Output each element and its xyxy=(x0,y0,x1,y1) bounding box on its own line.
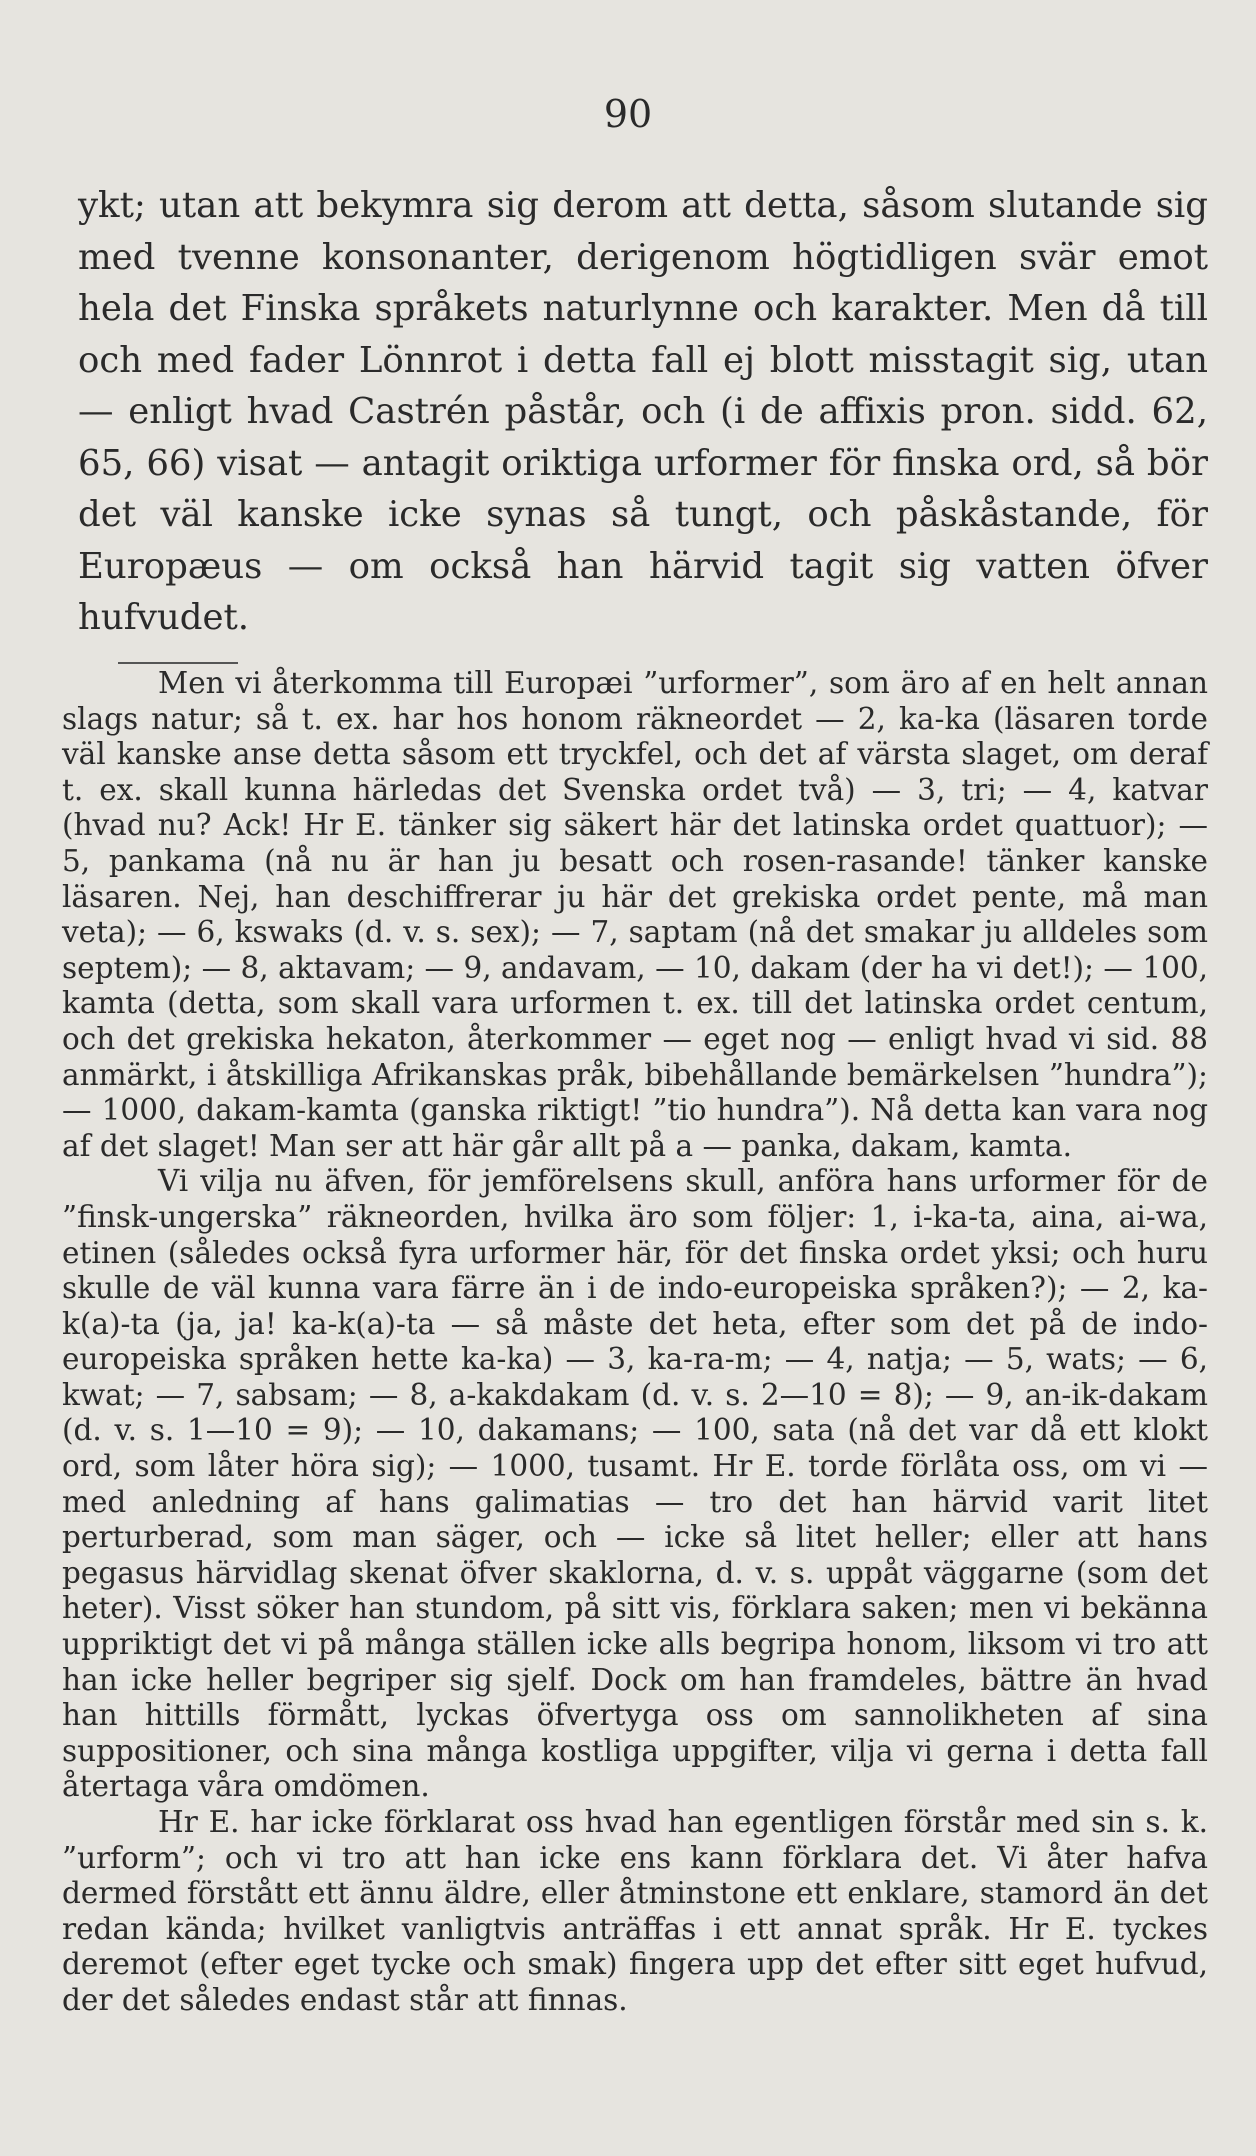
paragraph-numerals-indo-european: Men vi återkomma till Europæi ”urformer”, som äro af en helt annan slags natur; så t. ex. har hos honom räkneordet — 2, ka-ka (läsaren torde väl kanske anse detta såsom ett tryckfel, och det af värsta slaget, om deraf t. ex. skall kunna härledas det Svenska ordet två) — 3, tri; — 4, katvar (hvad nu? Ack! Hr E. tänker sig säkert här det latinska ordet quattuor); — 5, pankama (nå nu är han ju besatt och rosen-rasande! tänker kanske läsaren. Nej, han deschiffrerar ju här det grekiska ordet pente, må man veta); — 6, kswaks (d. v. s. sex); — 7, saptam (nå det smakar ju alldeles som septem); — 8, aktavam; — 9, andavam, — 10, dakam (der ha vi det!); — 100, kamta (detta, som skall vara urformen t. ex. till det latinska ordet centum, och det grekiska hekaton, återkommer — eget nog — enligt hvad vi sid. 88 anmärkt, i åtskilliga Afrikanskas pråk, bibehållande bemärkelsen ”hundra”); — 1000, dakam-kamta (ganska riktigt! ”tio hundra”). Nå detta kan vara nog af det slaget! Man ser att här går allt på a — panka, dakam, kamta. xyxy=(62,666,1208,1163)
main-text-block xyxy=(78,180,1208,644)
page-number: 90 xyxy=(603,92,653,136)
paragraph-numerals-finno-ugric: Vi vilja nu äfven, för jemförelsens skull, anföra hans urformer för de ”finsk-ungerska” räkneorden, hvilka äro som följer: 1, i-ka-ta, aina, ai-wa, etinen (således också fyra urformer här, för det finska ordet yksi; och huru skulle de väl kunna vara färre än i de indo-europeiska språken?); — 2, ka-k(a)-ta (ja, ja! ka-k(a)-ta — så måste det heta, efter som det på de indo-europeiska språken hette ka-ka) — 3, ka-ra-m; — 4, natja; — 5, wats; — 6, kwat; — 7, sabsam; — 8, a-kakdakam (d. v. s. 2—10 = 8); — 9, an-ik-dakam (d. v. s. 1—10 = 9); — 10, dakamans; — 100, sata (nå det var då ett klokt ord, som låter höra sig); — 1000, tusamt. Hr E. torde förlåta oss, om vi — med anledning af hans galimatias — tro det han härvid varit litet perturberad, som man säger, och — icke så litet heller; eller att hans pegasus härvidlag skenat öfver skaklorna, d. v. s. uppåt väggarne (som det heter). Visst söker han stundom, på sitt vis, förklara saken; men vi bekänna uppriktigt det vi på många ställen icke alls begripa honom, liksom vi tro att han icke heller begriper sig sjelf. Dock om han framdeles, bättre än hvad han hittills förmått, lyckas öfvertyga oss om sannolikheten af sina suppositioner, och sina många kostliga uppgifter, vilja vi gerna i detta fall återtaga våra omdömen. xyxy=(62,1164,1208,1804)
small-text-block xyxy=(62,666,1208,2019)
paragraph-urform-definition: Hr E. har icke förklarat oss hvad han egentligen förstår med sin s. k. ”urform”; och vi tro att han icke ens kann förklara det. Vi åter hafva dermed förstått ett ännu äldre, eller åtminstone ett enklare, stamord än det redan kända; hvilket vanligtvis anträffas i ett annat språk. Hr E. tyckes deremot (efter eget tycke och smak) fingera upp det efter sitt eget hufvud, der det således endast står att finnas. xyxy=(62,1805,1208,2017)
section-divider xyxy=(118,662,238,664)
main-paragraph: ykt; utan att bekymra sig derom att detta, såsom slutande sig med tvenne konsonanter, derigenom högtidligen svär emot hela det Finska språkets naturlynne och karakter. Men då till och med fader Lönnrot i detta fall ej blott misstagit sig, utan — enligt hvad Castrén påstår, och (i de affixis pron. sidd. 62, 65, 66) visat — antagit oriktiga urformer för finska ord, så bör det väl kanske icke synas så tungt, och påskåstande, för Europæus — om också han härvid tagit sig vatten öfver hufvudet. xyxy=(78,185,1208,638)
